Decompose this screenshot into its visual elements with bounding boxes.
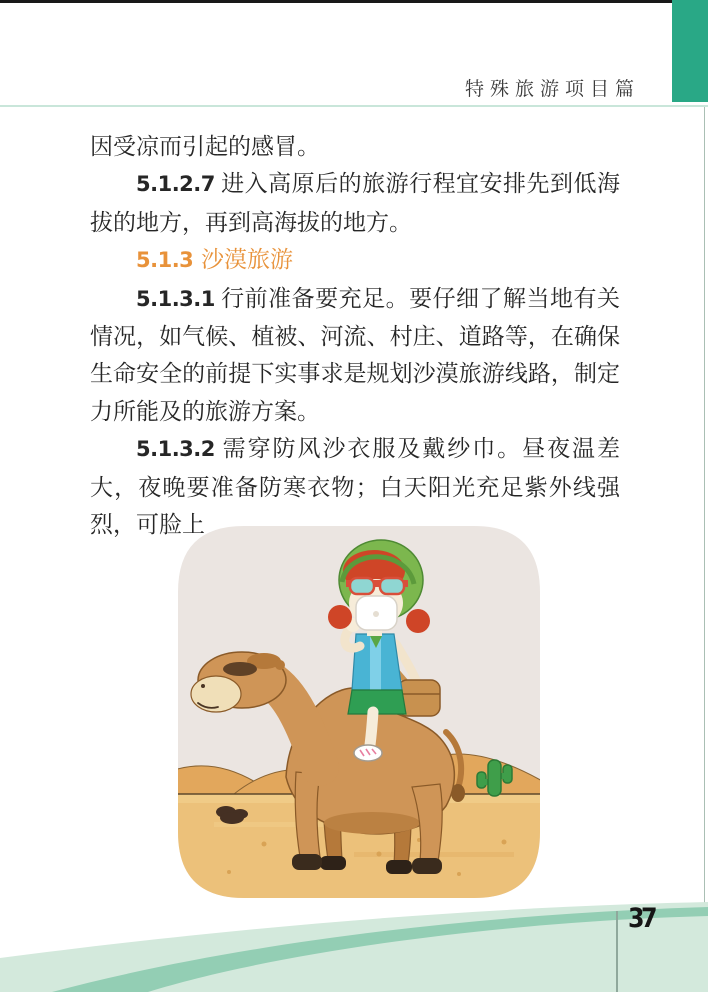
page-number: 37 [628, 903, 655, 934]
body-text [90, 128, 620, 543]
corner-accent-block [672, 0, 708, 102]
running-header: 特殊旅游项目篇 [464, 79, 640, 100]
top-rule [0, 0, 708, 3]
page-number-divider [616, 911, 618, 992]
section-number: 5.1.3.1 [136, 286, 215, 311]
paragraph: 5.1.3.2 需穿防风沙衣服及戴纱巾。昼夜温差大，夜晚要准备防寒衣物；白天阳光充足紫外线强烈，可脸上 [90, 436, 621, 538]
paragraph: 5.1.2.7 进入高原后的旅游行程宜安排先到低海拔的地方，再到高海拔的地方。 [90, 171, 621, 235]
section-number: 5.1.2.7 [136, 172, 215, 197]
section-number: 5.1.3.2 [136, 437, 215, 462]
section-number: 5.1.3 [136, 248, 194, 273]
illustration-girl-on-camel [173, 522, 545, 902]
header-divider [0, 105, 708, 107]
paragraph: 因受凉而引起的感冒。 [90, 134, 320, 159]
paragraph: 5.1.3.1 行前准备要充足。要仔细了解当地有关情况，如气候、植被、河流、村庄、道路等，在确保生命安全的前提下实事求是规划沙漠旅游线路，制定力所能及的旅游方案。 [90, 285, 621, 424]
section-heading: 5.1.3 沙漠旅游 [136, 247, 294, 273]
footer-waves [0, 880, 708, 992]
page-edge-line [704, 107, 705, 906]
